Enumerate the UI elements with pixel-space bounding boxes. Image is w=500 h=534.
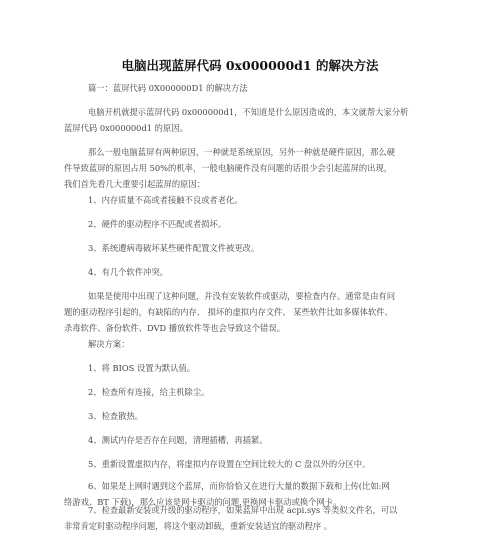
subtitle-line: 篇一：蓝屏代码 0X000000D1 的解决方法 (88, 83, 248, 93)
cause-list-item (64, 264, 444, 280)
subtitle (64, 80, 444, 96)
explain-paragraph (64, 288, 444, 336)
solution-heading (64, 336, 444, 352)
list-item: 3、系统遭病毒破坏某些硬件配置文件被更改。 (88, 243, 260, 253)
paragraph-line: 杀毒软件、备份软件、DVD 播放软件等也会导致这个错误。 (64, 323, 285, 333)
paragraph-line: 电脑开机就提示蓝屏代码 0x000000d1，不知道是什么原因造成的，本文就帮大家分析 (88, 107, 409, 117)
solution-paragraph-7 (64, 502, 444, 534)
paragraph-line: 如果是使用中出现了这种问题，并没有安装软件或驱动，要检查内存。通常是由有问 (88, 291, 395, 301)
paragraph-line: 题的驱动程序引起的，有缺陷的内存、 损坏的虚拟内存文件、 某些软件比如多媒体软件、 (64, 307, 393, 317)
paragraph-line: 络游戏、BT 下载)，那么应该是网卡驱动的问题,更换网卡驱动或换个网卡。 (64, 497, 342, 507)
paragraph-line: 7、检查最新安装或升级的驱动程序，如果蓝屏中出现 acpi.sys 等类似文件名，可以 (88, 505, 398, 515)
paragraph-line: 蓝屏代码 0x000000d1 的原因。 (64, 123, 188, 133)
cause-list-item (64, 192, 444, 208)
solution-list-item (64, 456, 444, 472)
section-heading: 解决方案： (88, 339, 130, 349)
list-item: 1、将 BIOS 设置为默认值。 (88, 363, 196, 373)
solution-list-item (64, 432, 444, 448)
page-title: 电脑出现蓝屏代码 0x000000d1 的解决方法 (121, 58, 379, 73)
cause-list-item (64, 216, 444, 232)
list-item: 1、内存质量不高或者接触不良或者老化。 (88, 195, 243, 205)
paragraph-line: 我们首先看几大重要引起蓝屏的原因： (64, 179, 206, 189)
list-item: 4、测试内存是否存在问题，清理插槽，再插紧。 (88, 435, 268, 445)
solution-list-item (64, 360, 444, 376)
cause-paragraph (64, 144, 444, 192)
solution-list-item (64, 408, 444, 424)
cause-list-item (64, 240, 444, 256)
paragraph-line: 件导致蓝屏的原因占用 50%的机率，一般电脑硬件没有问题的话很少会引起蓝屏的出现， (64, 163, 393, 173)
list-item: 2、检查所有连接，给主机除尘。 (88, 387, 210, 397)
paragraph-line: 那么一般电脑蓝屏有两种原因，一种就是系统原因，另外一种就是硬件原因，那么硬 (88, 147, 395, 157)
list-item: 4、有几个软件冲突。 (88, 267, 168, 277)
solution-list-item (64, 384, 444, 400)
paragraph-line: 非常肯定时驱动程序问题，将这个驱动卸载，重新安装适宜的驱动程序 。 (64, 521, 333, 531)
list-item: 3、检查散热。 (88, 411, 144, 421)
list-item: 5、重新设置虚拟内存，将虚拟内存设置在空间比较大的 C 盘以外的分区中。 (88, 459, 371, 469)
paragraph-line: 6、如果是上网时遇到这个蓝屏，而你恰恰又在进行大量的数据下载和上传(比如:网 (88, 481, 390, 491)
intro-paragraph (64, 104, 444, 136)
list-item: 2、硬件的驱动程序不匹配或者损坏。 (88, 219, 227, 229)
